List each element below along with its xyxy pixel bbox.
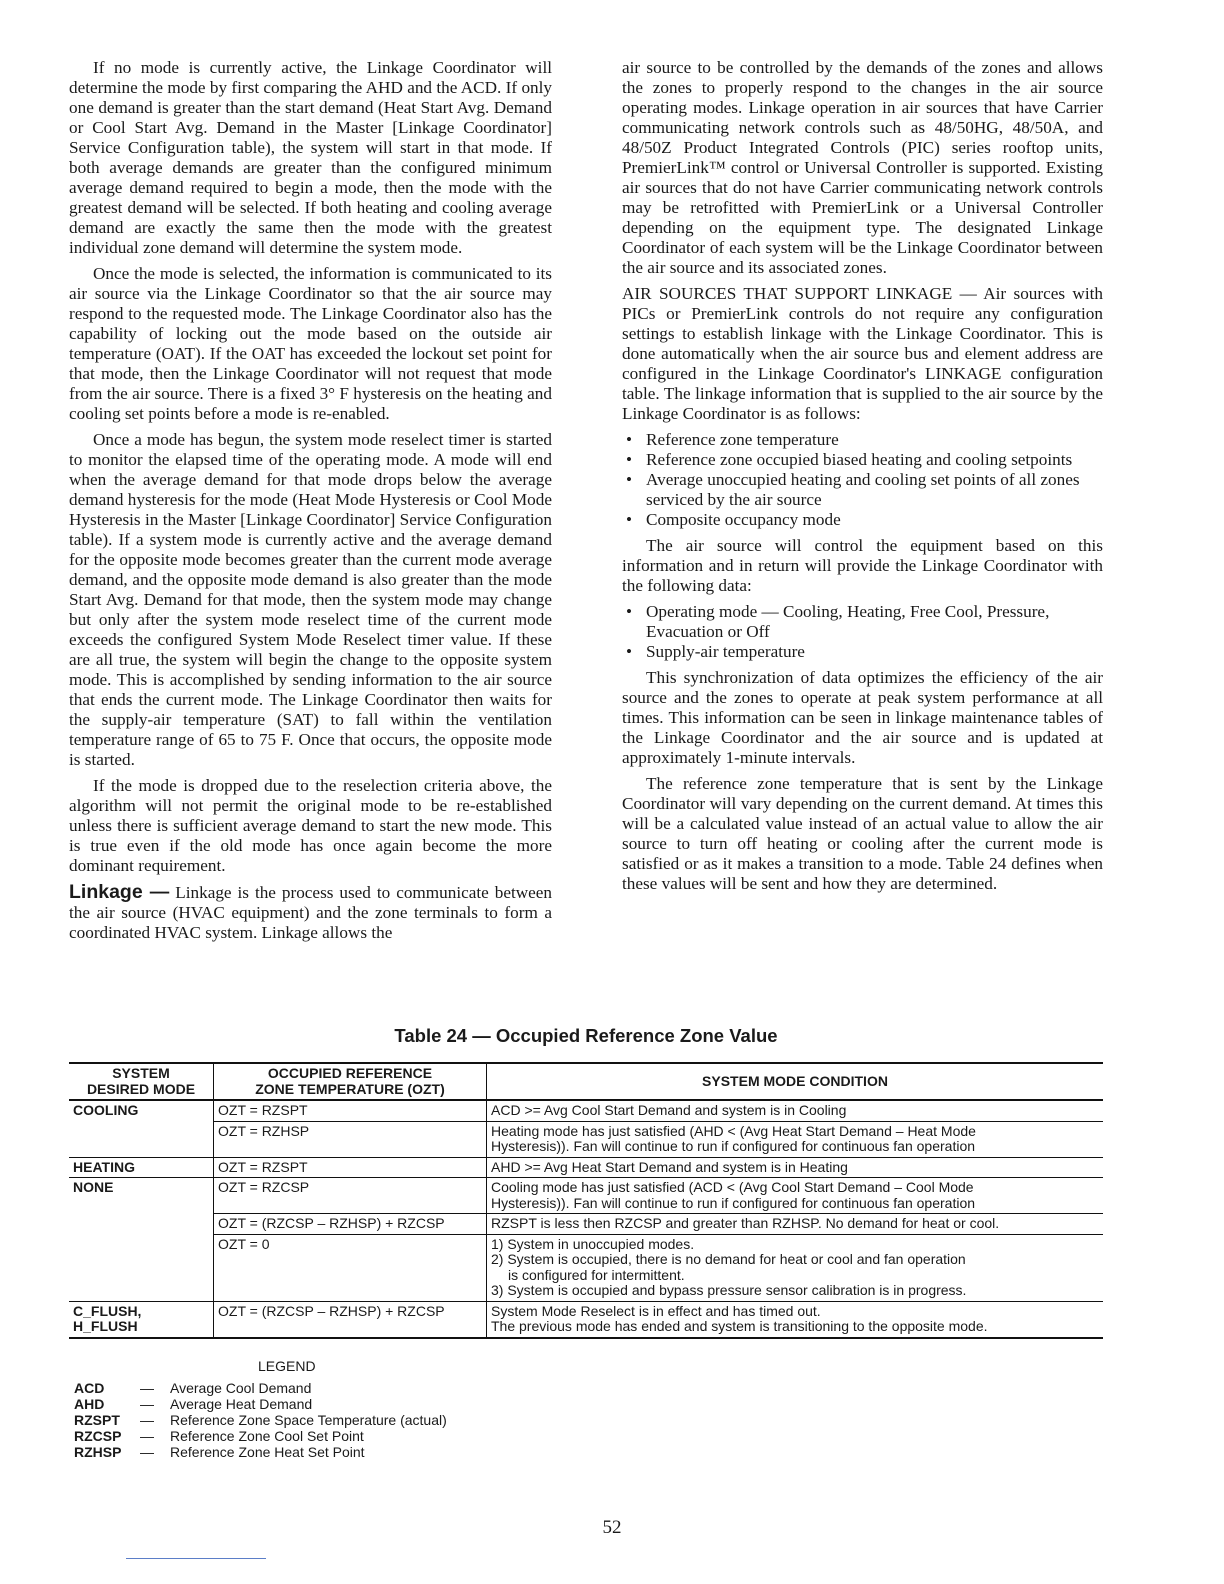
- ozt-cell: OZT = 0: [214, 1234, 487, 1301]
- table-row: [69, 1234, 1103, 1301]
- condition-cell: Heating mode has just satisfied (AHD < (Avg Heat Start Demand – Heat Mode Hysteresis)). Fan will continue to run if configured for continuous fan operation: [487, 1121, 1104, 1157]
- table-header-row: [69, 1063, 1103, 1100]
- paragraph: Once a mode has begun, the system mode reselect timer is started to monitor the elapsed time of the operating mode. A mode will end when the average demand for that mode drops below the average demand hysteresis for the mode (Heat Mode Hysteresis or Cool Mode Hysteresis in the Master [Linkage Coordinator] Service Configuration table). If a system mode is currently active and the average demand for the opposite mode becomes greater than the current mode average demand, and the opposite mode demand is also greater than the mode Start Avg. Demand for that mode, then the system mode may change but only after the system mode reselect time of the current mode exceeds the configured System Mode Reselect timer value. If these are all true, the system will begin the change to the opposite system mode. This is accomplished by sending information to the air source that ends the current mode. The Linkage Coordinator then waits for the supply-air temperature (SAT) to fall within the ventilation temperature range of 65 to 75 F. Once that occurs, the opposite mode is started.: [69, 430, 552, 769]
- mode-cell: HEATING: [69, 1157, 214, 1178]
- condition-cell: AHD >= Avg Heat Start Demand and system is in Heating: [487, 1157, 1104, 1178]
- condition-cell: ACD >= Avg Cool Start Demand and system is in Cooling: [491, 1102, 847, 1118]
- paragraph: This synchronization of data optimizes the efficiency of the air source and the zones to operate at peak system performance at all times. This information can be seen in linkage maintenance tables of the Linkage Coordinator and the air source and is updated at approximately 1-minute intervals.: [622, 668, 1103, 767]
- list-item: • Reference zone occupied biased heating and cooling setpoints: [622, 450, 1103, 470]
- page-number: 52: [602, 1517, 622, 1538]
- legend-row: RZSPT — Reference Zone Space Temperature (actual): [74, 1412, 447, 1428]
- header-system-mode-condition: SYSTEM MODE CONDITION: [702, 1072, 888, 1089]
- condition-cell: RZSPT is less then RZCSP and greater than RZHSP. No demand for heat or cool.: [487, 1214, 1104, 1235]
- linkage-info-list: [622, 430, 1103, 530]
- mode-cell: COOLING: [69, 1100, 214, 1157]
- ozt-cell: OZT = (RZCSP – RZHSP) + RZCSP: [214, 1301, 487, 1338]
- left-column: [69, 58, 552, 949]
- paragraph: The reference zone temperature that is sent by the Linkage Coordinator will vary depending on the current demand. At times this will be a calculated value instead of an actual value to allow the air source to turn off heating or cooling after the current mode is satisfied or as it makes a transition to a mode. Table 24 defines when these values will be sent and how they are determined.: [622, 774, 1103, 893]
- legend-title: LEGEND: [258, 1358, 316, 1374]
- legend-row: AHD — Average Heat Demand: [74, 1396, 313, 1412]
- paragraph: If the mode is dropped due to the reselection criteria above, the algorithm will not permit the original mode to be re-established unless there is sufficient average demand to start the new mode. This is true even if the old mode has once again become the more dominant requirement.: [69, 776, 552, 875]
- mode-cell: NONE: [69, 1178, 214, 1302]
- linkage-heading: Linkage —: [69, 881, 170, 903]
- ozt-cell: OZT = (RZCSP – RZHSP) + RZCSP: [214, 1214, 487, 1235]
- right-column: [622, 58, 1103, 900]
- occupied-reference-zone-table: [69, 1062, 1103, 1339]
- list-item: • Operating mode — Cooling, Heating, Free Cool, Pressure, Evacuation or Off: [622, 602, 1103, 642]
- air-source-data-list: [622, 602, 1103, 662]
- ozt-cell: OZT = RZSPT: [214, 1157, 487, 1178]
- ozt-cell: OZT = RZHSP: [214, 1121, 487, 1157]
- list-item: • Supply-air temperature: [622, 642, 1103, 662]
- table-row: [69, 1301, 1103, 1338]
- condition-cell: System Mode Reselect is in effect and has timed out. The previous mode has ended and system is transitioning to the opposite mode.: [487, 1301, 1104, 1338]
- linkage-paragraph: [69, 882, 552, 943]
- legend-row: RZHSP — Reference Zone Heat Set Point: [74, 1444, 365, 1460]
- ozt-cell: OZT = RZCSP: [214, 1178, 487, 1214]
- list-item: • Average unoccupied heating and cooling set points of all zones serviced by the air source: [622, 470, 1103, 510]
- paragraph: Once the mode is selected, the information is communicated to its air source via the Linkage Coordinator so that the air source may respond to the requested mode. The Linkage Coordinator also has the capability of locking out the mode based on the outside air temperature (OAT). If the OAT has exceeded the lockout set point for that mode, then the Linkage Coordinator will not request that mode from the air source. There is a fixed 3° F hysteresis on the heating and cooling set points before a mode is re-enabled.: [69, 264, 552, 423]
- linkage-text: Linkage is the process used to communicate between the air source (HVAC equipment) and the zone terminals to form a coordinated HVAC system. Linkage allows the: [69, 883, 553, 942]
- table-row: [69, 1214, 1103, 1235]
- air-sources-paragraph: AIR SOURCES THAT SUPPORT LINKAGE — Air sources with PICs or PremierLink controls do not require any configuration settings to establish linkage with the Linkage Coordinator. This is done automatically when the air source bus and element address are configured in the Linkage Coordinator's LINKAGE configuration table. The linkage information that is supplied to the air source by the Linkage Coordinator is as follows:: [622, 284, 1103, 423]
- table-row: [69, 1121, 1103, 1157]
- legend: [74, 1358, 447, 1460]
- table-row: [69, 1178, 1103, 1214]
- table-row: [69, 1157, 1103, 1178]
- header-ozt: OCCUPIED REFERENCE ZONE TEMPERATURE (OZT): [214, 1063, 487, 1100]
- paragraph: If no mode is currently active, the Linkage Coordinator will determine the mode by first comparing the AHD and the ACD. If only one demand is greater than the start demand (Heat Start Avg. Demand or Cool Start Avg. Demand in the Master [Linkage Coordinator] Service Configuration table), the system will start in that mode. If both average demands are greater than the configured minimum average demand required to begin a mode, then the mode with the greatest demand will be selected. If both heating and cooling average demand are exactly the same then the mode with the greatest individual zone demand will determine the system mode.: [69, 58, 552, 257]
- paragraph: The air source will control the equipment based on this information and in return will provide the Linkage Coordinator with the following data:: [622, 536, 1103, 595]
- condition-cell: Cooling mode has just satisfied (ACD < (Avg Cool Start Demand – Cool Mode Hysteresis)). Fan will continue to run if configured for continuous fan operation: [487, 1178, 1104, 1214]
- table-title: Table 24 — Occupied Reference Zone Value: [394, 1025, 778, 1046]
- header-system-desired-mode: SYSTEM DESIRED MODE: [69, 1063, 214, 1100]
- legend-row: ACD — Average Cool Demand: [74, 1380, 312, 1396]
- list-item: • Reference zone temperature: [622, 430, 1103, 450]
- footer-rule: [126, 1558, 266, 1559]
- legend-row: RZCSP — Reference Zone Cool Set Point: [74, 1428, 364, 1444]
- list-item: • Composite occupancy mode: [622, 510, 1103, 530]
- ozt-cell: OZT = RZSPT: [214, 1100, 487, 1121]
- table-row: [69, 1100, 1103, 1121]
- condition-cell: 1) System in unoccupied modes. 2) System is occupied, there is no demand for heat or cool and fan operation is configured for intermittent. 3) System is occupied and bypass pressure sensor calibration is in progress.: [487, 1234, 1104, 1301]
- mode-cell: C_FLUSH, H_FLUSH: [69, 1301, 214, 1338]
- paragraph: air source to be controlled by the demands of the zones and allows the zones to properly respond to the changes in the air source operating modes. Linkage operation in air sources that have Carrier communicating network controls such as 48/50HG, 48/50A, and 48/50Z Product Integrated Controls (PIC) series rooftop units, PremierLink™ control or Universal Controller is supported. Existing air sources that do not have Carrier communicating network controls may be retrofitted with PremierLink or a Universal Controller depending on the equipment type. The designated Linkage Coordinator of each system will be the Linkage Coordinator between the air source and its associated zones.: [622, 58, 1103, 277]
